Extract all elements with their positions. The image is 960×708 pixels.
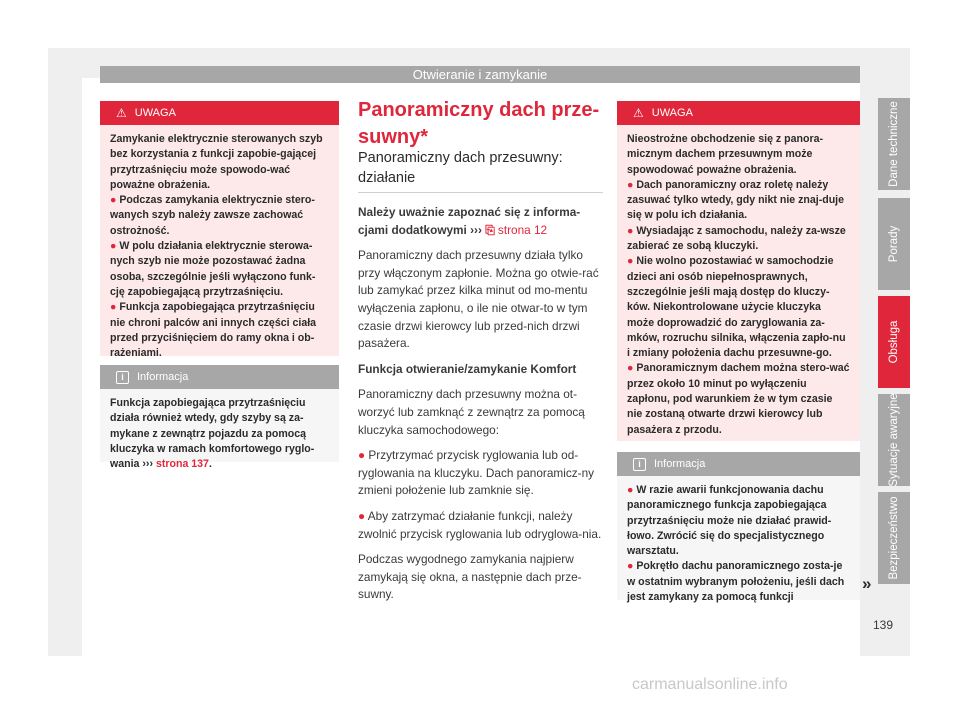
warning-box-header bbox=[100, 101, 339, 125]
bullet-icon: ● bbox=[358, 448, 366, 463]
bullet-icon: ● bbox=[627, 224, 634, 237]
warning-triangle-icon: ⚠ bbox=[116, 106, 127, 120]
page-number: 139 bbox=[873, 618, 894, 632]
warning-box-right bbox=[617, 101, 860, 441]
tab-porady[interactable]: Porady bbox=[878, 198, 910, 290]
warning-box-body bbox=[617, 125, 860, 447]
bullet-icon: ● bbox=[110, 301, 117, 314]
info-box-header bbox=[100, 365, 339, 389]
info-text: Funkcja zapobiegająca przytrzaśnięciu działa również wtedy, gdy szyby są za-mykane z zewnątrz pojazdu za pomocą kluczyka w ramach komfortowego ryglo-wania ››› strona 137. bbox=[110, 397, 315, 471]
section-header: Otwieranie i zamykanie bbox=[100, 66, 860, 83]
body-paragraph: Podczas wygodnego zamykania najpierw zamykają się okna, a następnie dach prze-suwny. bbox=[358, 552, 582, 602]
page-link[interactable]: strona 137 bbox=[155, 458, 209, 471]
watermark: carmanualsonline.info bbox=[632, 676, 788, 693]
warning-box-left bbox=[100, 101, 339, 360]
warning-box-header bbox=[617, 101, 860, 125]
warning-intro: Zamykanie elektrycznie sterowanych szyb bez korzystania z funkcji zapobie-gającej przytrzaśnięciu może spowodo-wać poważne obrażenia. bbox=[110, 133, 323, 191]
info-icon: i bbox=[633, 458, 646, 471]
bullet-icon: ● bbox=[627, 178, 634, 191]
info-label: Informacja bbox=[654, 458, 706, 470]
info-box-body bbox=[617, 476, 860, 614]
warning-item: ● Wysiadając z samochodu, należy za-wsze zabierać ze sobą kluczyki. bbox=[627, 224, 846, 253]
warning-item: ● Nie wolno pozostawiać w samochodzie dzieci ani osób niepełnosprawnych, szczególnie jeśli mają dostęp do kluczy-ków. Niekontrolowane użycie kluczyka może doprowadzić do zaryglowania za-mków, rozruchu silnika, włączenia zapło-nu i zmiany położenia dachu przesuwne-go. bbox=[627, 255, 846, 360]
info-item: ● W razie awarii funkcjonowania dachu panoramicznego funkcja zapobiegająca przytrzaśnięciu może nie działać prawid-łowo. Zwrócić się do specjalistycznego warsztatu. bbox=[627, 484, 832, 558]
bullet-icon: ● bbox=[358, 508, 366, 523]
info-box-header bbox=[617, 452, 860, 476]
bullet-icon: ● bbox=[110, 240, 117, 253]
warning-item: ● Funkcja zapobiegająca przytrzaśnięciu nie chroni palców ani innych części ciała przed przyciśnięciem do ramy okna i ob-rażeniami. bbox=[110, 301, 317, 360]
bullet-icon: ● bbox=[627, 362, 634, 375]
warning-item: ● Panoramicznym dachem można stero-wać przez około 10 minut po wyłączeniu zapłonu, pod warunkiem że w tym czasie nie zostaną otwarte drzwi kierowcy lub pasażera z przodu. bbox=[627, 362, 850, 436]
lead-paragraph: Należy uważnie zapoznać się z informa-cjami dodatkowymi ››› ⎘ strona 12 bbox=[358, 205, 581, 237]
divider bbox=[358, 192, 603, 193]
warning-item: ● Dach panoramiczny oraz roletę należy zasuwać tylko wtedy, gdy nikt nie znaj-duje się w polu ich działania. bbox=[627, 178, 845, 222]
body-paragraph: Panoramiczny dach przesuwny działa tylko przy włączonym zapłonie. Można go otwie-rać lub zamykać przez kilka minut od mo-mentu wyłączenia zapłonu, o ile nie otwar-to w tym czasie drzwi kierowcy lub przed-nich drzwi pasażera. bbox=[358, 248, 599, 351]
bullet-icon: ● bbox=[627, 484, 634, 496]
bullet-item: ● Przytrzymać przycisk ryglowania lub od-ryglowania na kluczyku. Dach panoramicz-ny zmieni położenie lub zamknie się. bbox=[358, 448, 595, 498]
page-link[interactable]: strona 12 bbox=[497, 222, 548, 237]
bullet-icon: ● bbox=[110, 194, 117, 207]
info-box-right bbox=[617, 452, 860, 604]
info-box-left bbox=[100, 365, 339, 471]
tab-obsluga[interactable]: Obsługa bbox=[878, 296, 910, 388]
section-subtitle: Panoramiczny dach przesuwny: działanie bbox=[358, 150, 563, 186]
warning-label: UWAGA bbox=[651, 107, 693, 119]
tab-bezpieczenstwo[interactable]: Bezpieczeństwo bbox=[878, 492, 910, 584]
bullet-icon: ● bbox=[627, 255, 634, 268]
subheading: Funkcja otwieranie/zamykanie Komfort bbox=[358, 361, 577, 376]
bullet-item: ● Aby zatrzymać działanie funkcji, należy zwolnić przycisk ryglowania lub odryglowa-nia. bbox=[358, 508, 602, 541]
warning-box-body bbox=[100, 125, 339, 370]
body-paragraph: Panoramiczny dach przesuwny można ot-worzyć lub zamknąć z zewnątrz za pomocą kluczyka samochodowego: bbox=[358, 387, 585, 437]
page-title: Panoramiczny dach prze-suwny* bbox=[358, 99, 600, 148]
tab-sytuacje-awaryjne[interactable]: Sytuacje awaryjne bbox=[878, 394, 910, 486]
warning-item: ● W polu działania elektrycznie sterowa-nych szyb nie może pozostawać żadna osoba, szczególnie jeśli wyłączono funk-cję zapobiegającą przytrzaśnięciu. bbox=[110, 240, 316, 298]
info-label: Informacja bbox=[137, 371, 189, 383]
warning-intro: Nieostrożne obchodzenie się z panora-micznym dachem przesuwnym może spowodować poważne obrażenia. bbox=[627, 133, 824, 176]
continue-arrow-icon: » bbox=[862, 574, 872, 593]
info-box-body bbox=[100, 389, 339, 481]
warning-label: UWAGA bbox=[134, 107, 176, 119]
main-column bbox=[358, 204, 606, 612]
warning-triangle-icon: ⚠ bbox=[633, 106, 644, 120]
info-item: ● Pokrętło dachu panoramicznego zosta-je w ostatnim wybranym położeniu, jeśli dach jest zamykany za pomocą funkcji bbox=[627, 560, 845, 604]
reference-book-icon: ⎘ bbox=[485, 222, 495, 237]
warning-item: ● Podczas zamykania elektrycznie stero-wanych szyb należy zawsze zachować ostrożność. bbox=[110, 194, 315, 237]
tab-dane-techniczne[interactable]: Dane techniczne bbox=[878, 98, 910, 190]
bullet-icon: ● bbox=[627, 560, 634, 573]
info-icon: i bbox=[116, 371, 129, 384]
